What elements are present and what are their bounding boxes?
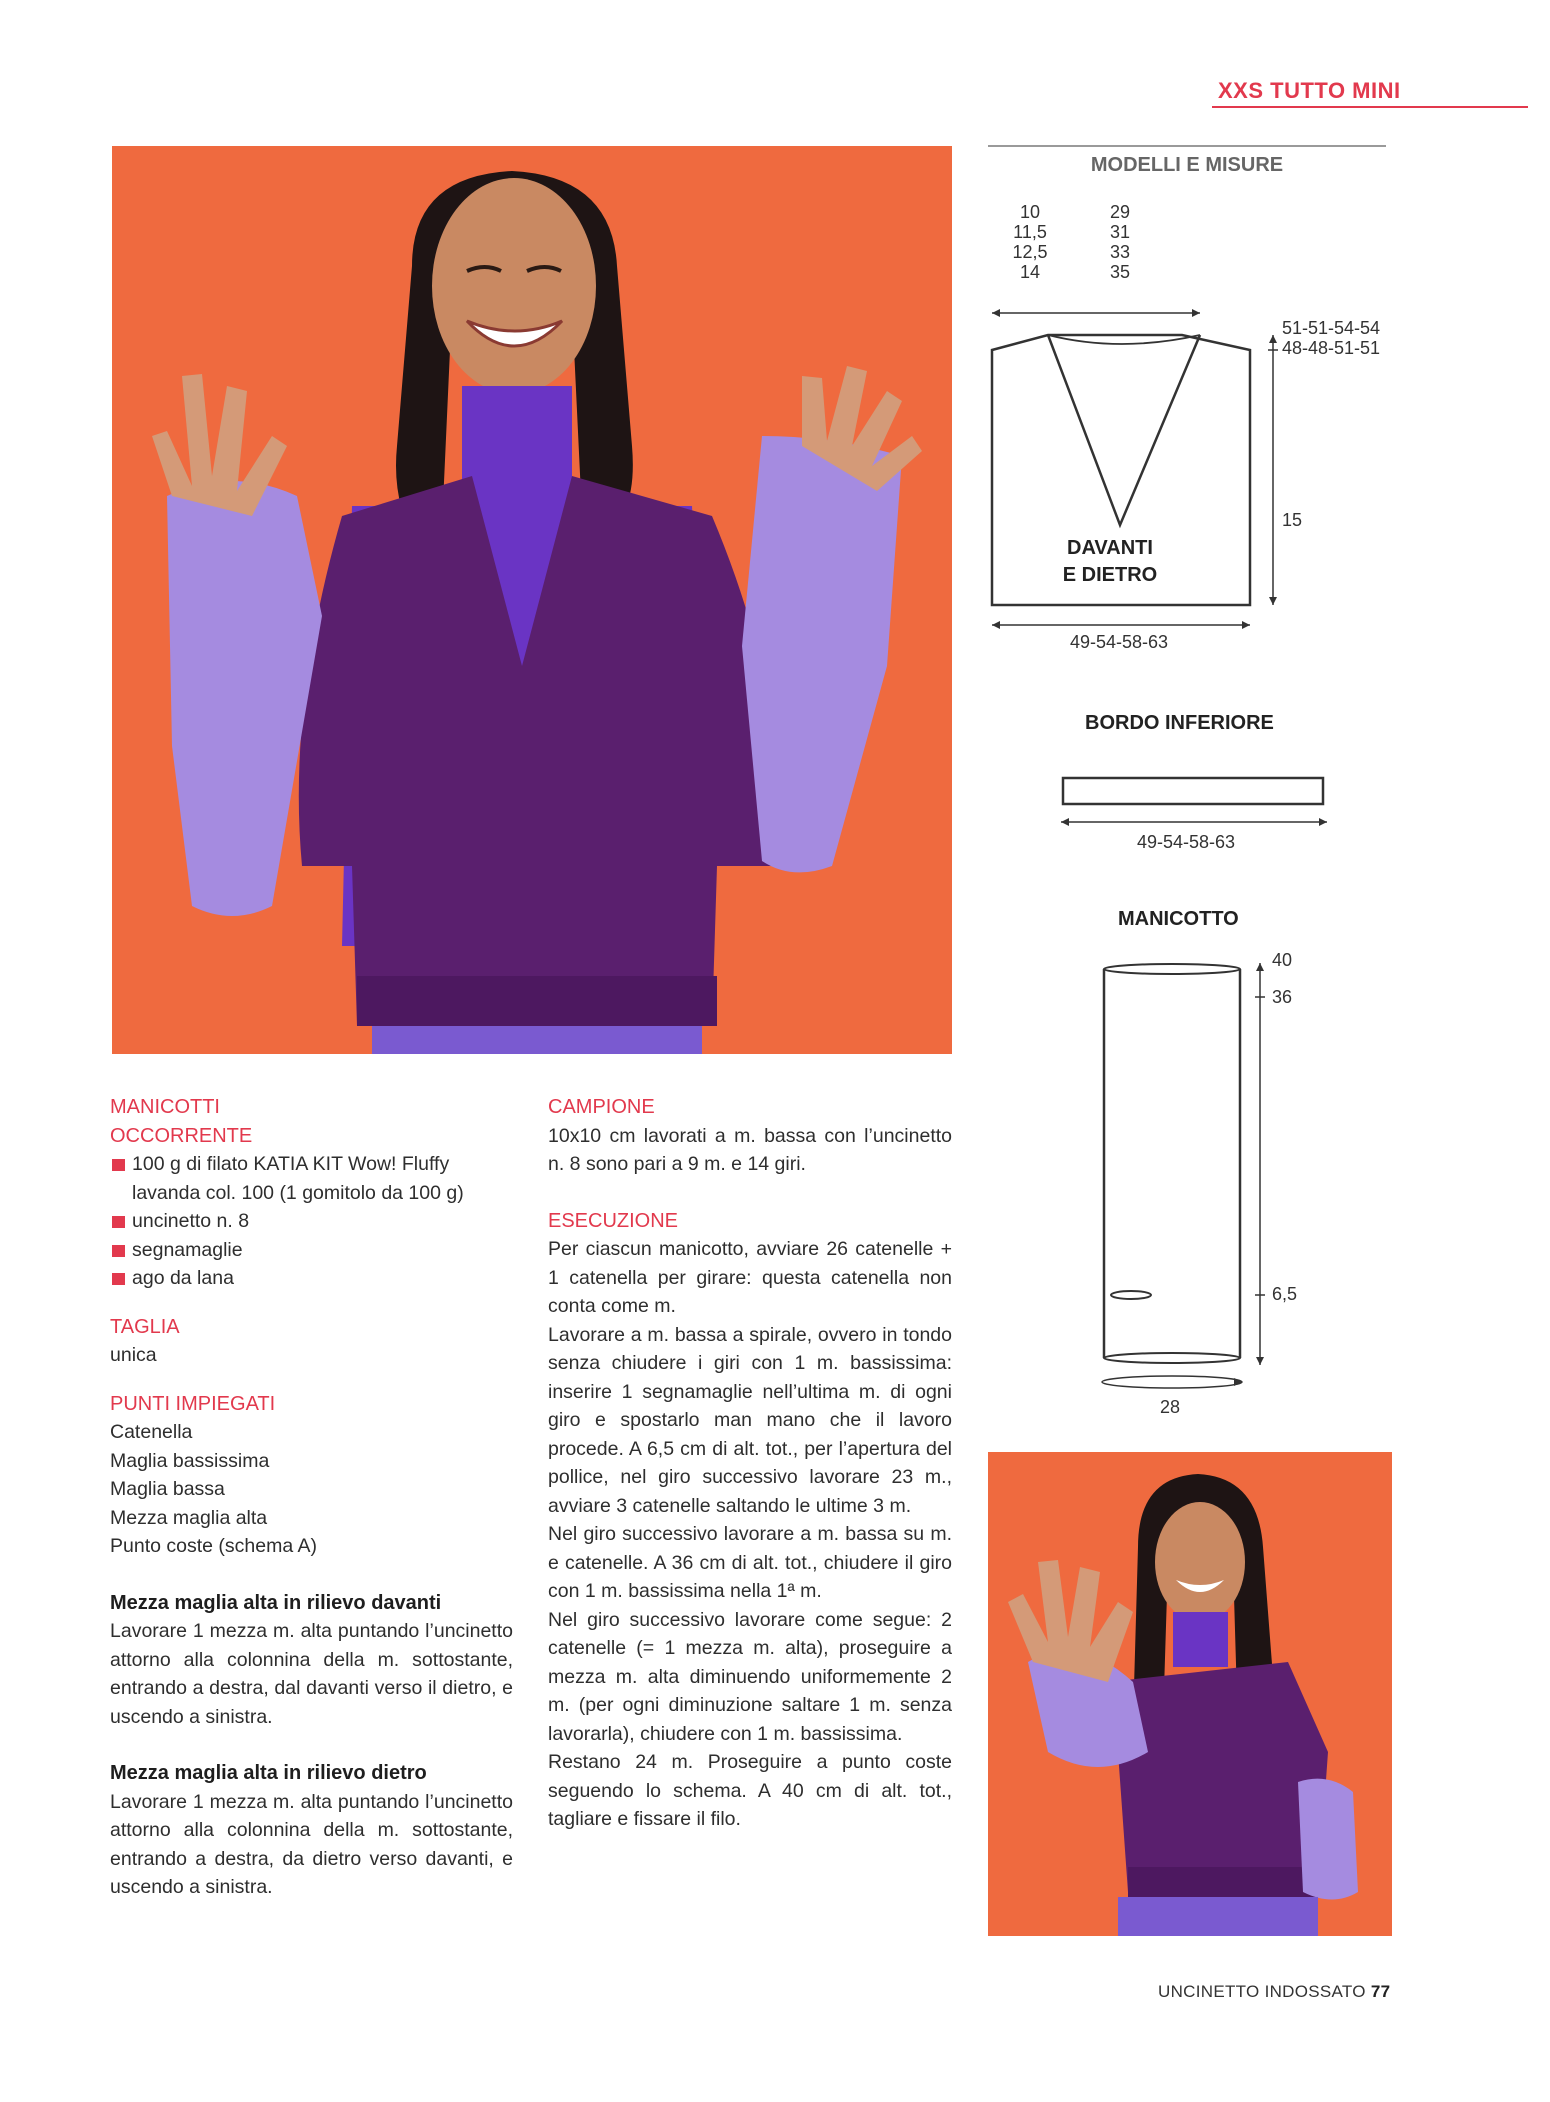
left-column	[110, 1093, 513, 1902]
shoulder-width: 33	[1109, 242, 1131, 262]
material-item: ago da lana	[110, 1264, 513, 1293]
gauge-heading: CAMPIONE	[548, 1096, 655, 1118]
size-heading: TAGLIA	[110, 1315, 180, 1338]
shoulder-width: 31	[1109, 222, 1131, 242]
magazine-name: UNCINETTO INDOSSATO	[1158, 1982, 1366, 2001]
middle-column	[548, 1093, 952, 1834]
sleeve-mid-label: 36	[1272, 987, 1293, 1007]
model-illustration-small	[988, 1452, 1392, 1936]
body-label	[1050, 535, 1170, 589]
stitch-item: Catenella	[110, 1421, 193, 1443]
stitches-heading: PUNTI IMPIEGATI	[110, 1392, 276, 1415]
material-item: 100 g di filato KATIA KIT Wow! Fluffy lavanda col. 100 (1 gomitolo da 100 g)	[110, 1150, 513, 1207]
sleeve-total-label: 40	[1272, 950, 1293, 970]
shoulder-width: 29	[1109, 202, 1131, 222]
border-width-label: 49-54-58-63	[1137, 832, 1236, 852]
front-relief-text: Lavorare 1 mezza m. alta puntando l’uncinetto attorno alla colonnina della m. sottostante, entrando a destra, dal davanti verso il dietro, e uscendo a sinistra.	[110, 1620, 513, 1728]
neck-width: 11,5	[1013, 222, 1047, 242]
footer	[1158, 1982, 1390, 2002]
stitch-item: Maglia bassa	[110, 1478, 225, 1500]
height-label-a: 51-51-54-54	[1282, 318, 1381, 338]
height-label-b: 48-48-51-51	[1282, 338, 1381, 358]
section-rule	[1212, 106, 1528, 108]
neck-width: 14	[1019, 262, 1041, 282]
neck-width: 12,5	[1012, 242, 1048, 262]
main-photo	[112, 146, 952, 1054]
back-relief-title: Mezza maglia alta in rilievo dietro	[110, 1762, 427, 1784]
front-relief-title: Mezza maglia alta in rilievo davanti	[110, 1591, 442, 1614]
materials-heading: OCCORRENTE	[110, 1124, 253, 1147]
model-illustration	[112, 146, 952, 1054]
manicotti-heading: MANICOTTI	[110, 1096, 220, 1118]
shoulder-width: 35	[1109, 262, 1131, 282]
border-diagram	[1055, 770, 1340, 835]
body-label-line: DAVANTI	[1067, 537, 1153, 559]
page-number: 77	[1370, 1982, 1391, 2001]
secondary-photo	[988, 1452, 1392, 1936]
execution-paragraph: Lavorare a m. bassa a spirale, ovvero in tondo senza chiudere i giri con 1 m. bassissima: inserire 1 segnamaglie nell’ultima m. di ogni giro e spostarlo man mano che il lavoro procede. A 6,5 cm di alt. tot., per l’apertura del pollice, nel giro successivo lavorare 23 m., avviare 3 catenelle saltando le ultime 3 m.	[548, 1323, 952, 1517]
body-width-label: 49-54-58-63	[1070, 632, 1169, 652]
back-relief-text: Lavorare 1 mezza m. alta puntando l’uncinetto attorno alla colonnina della m. sottostante, entrando a destra, da dietro verso davanti, e uscendo a sinistra.	[110, 1790, 513, 1898]
neck-width: 10	[1019, 202, 1041, 222]
body-label-line: E DIETRO	[1062, 564, 1158, 586]
size-value: unica	[110, 1344, 157, 1366]
sleeve-diagram	[1095, 945, 1275, 1415]
stitch-item: Punto coste (schema A)	[110, 1535, 318, 1557]
material-item: segnamaglie	[110, 1236, 513, 1265]
sleeve-width-label: 28	[1160, 1397, 1181, 1417]
execution-paragraph: Nel giro successivo lavorare come segue: 2 catenelle (= 1 mezza m. alta), proseguire a mezza m. alta diminuendo uniformemente 2 m. (per ogni diminuzione saltare 1 m. senza lavorarla), chiudere con 1 m. bassissima.	[548, 1608, 952, 1745]
execution-paragraph: Restano 24 m. Proseguire a punto coste seguendo lo schema. A 40 cm di alt. tot., tagliare e fissare il filo.	[548, 1751, 952, 1830]
diagrams-title: MODELLI E MISURE	[1090, 154, 1284, 176]
border-title: BORDO INFERIORE	[1085, 712, 1274, 734]
execution-heading: ESECUZIONE	[548, 1209, 679, 1232]
sleeve-thumb-label: 6,5	[1272, 1284, 1298, 1304]
execution-paragraph: Nel giro successivo lavorare a m. bassa su m. e catenelle. A 36 cm di alt. tot., chiudere il giro con 1 m. bassissima nella 1ª m.	[548, 1523, 952, 1602]
gauge-text: 10x10 cm lavorati a m. bassa con l’uncinetto n. 8 sono pari a 9 m. e 14 giri.	[548, 1124, 952, 1175]
diagrams-rule	[988, 145, 1386, 147]
height-label-c: 15	[1282, 510, 1303, 530]
stitch-item: Mezza maglia alta	[110, 1506, 268, 1529]
material-item: uncinetto n. 8	[110, 1207, 513, 1236]
neck-widths	[1005, 202, 1055, 282]
shoulder-widths	[1095, 202, 1145, 282]
sleeve-title: MANICOTTO	[1118, 908, 1239, 930]
execution-paragraph: Per ciascun manicotto, avviare 26 catenelle + 1 catenella per girare: questa catenella non conta come m.	[548, 1238, 952, 1317]
section-title: XXS TUTTO MINI	[1218, 78, 1401, 103]
stitch-item: Maglia bassissima	[110, 1449, 270, 1472]
